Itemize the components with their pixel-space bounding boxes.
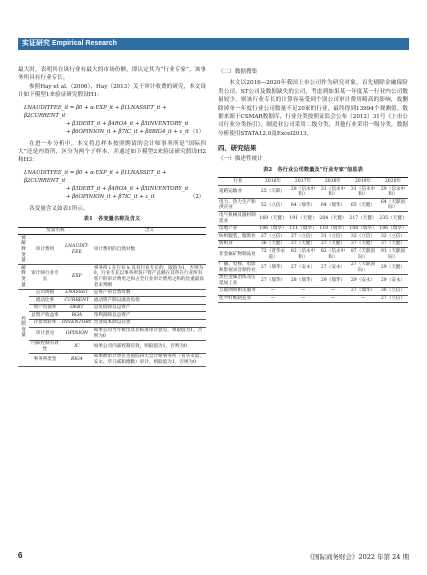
table-row: [218, 274, 408, 287]
table-cell: 87（天职国际）: [348, 248, 378, 261]
table-cell: 28（瑞华）: [288, 274, 318, 287]
table-cell: 36（天健）: [258, 240, 288, 248]
table-cell: 29（安永）: [348, 274, 378, 287]
industry-cell: 房地产业: [218, 225, 258, 233]
table-cell: 29（天健）: [378, 261, 408, 274]
variable-name: 内部控制有效性: [29, 340, 61, 353]
table-cell: 110（瑞华）: [319, 226, 347, 232]
table-cell: 27（安永）: [318, 261, 348, 274]
table-cell: 32（立信）: [348, 233, 378, 241]
table-cell: 29（瑞华）: [318, 274, 348, 287]
table-row: [218, 233, 408, 241]
page-number: 6: [18, 551, 23, 560]
variable-name: 审计费用: [29, 235, 61, 265]
variable-symbol: OPINION: [61, 327, 93, 340]
subsection-title: （一）描述性统计: [218, 155, 263, 162]
variable-symbol: BIG4: [61, 353, 93, 366]
table-row: [18, 327, 206, 340]
variable-symbol: IC: [61, 340, 93, 353]
table-cell: 25（天职）: [258, 186, 288, 199]
table-row: [218, 248, 408, 261]
industry-table: [218, 177, 408, 303]
variable-name: 存货周转率: [29, 319, 61, 327]
right-column: [218, 66, 408, 303]
variable-name: 公司规模: [29, 289, 61, 297]
table-cell: 37（天健）: [318, 240, 348, 248]
variable-name: 审计师行业专长: [29, 265, 61, 289]
table-cell: —: [318, 287, 348, 295]
paragraph: 本文以2016—2020年我国上市公司作为研究对象，首先剔除金融保险类公司、ST公司及数据缺失的公司，考虑到如果某一年度某一行业内公司数量较少，则该行业专长的计算容易受到个别公司审计费用畸高的影响，故删除掉单一年度行业公司数量不足20家的行业，最终得到13994个观测值。数据来源于CSMAR数据库，行业分类按照证监会公布（2012）31号《上市公司行业分类指引》，制造业公司采用二级分类，其他行业采用一级分类。数据分析使用STATA12.0及Excel2013。: [218, 80, 408, 137]
variable-description: 如果被审计单位为国际四大会计师事务所（普华永道、安永、毕马威和德勤）审计，则取值为1，否则为0: [93, 353, 206, 366]
table-cell: 217（天健）: [348, 212, 378, 225]
formula-text: + β6OPINION_it + β7IC_it + β8BIG4_it + ε_it: [66, 128, 189, 135]
table-cell: 64（天职国际）: [378, 199, 408, 212]
formula-2: [24, 169, 206, 201]
formula-line: + β3DEBT_it + β4ROA_it + β5INVENTORY_it: [66, 185, 189, 192]
table-cell: 82（信永中和）: [318, 248, 348, 261]
section-label: 实证研究 Empirical Research: [22, 40, 117, 47]
table-cell: 30（立信）: [378, 287, 408, 295]
formula-1: [24, 104, 206, 136]
industry-cell: 道路运输业: [218, 186, 258, 199]
table-row: [218, 240, 408, 248]
table-cell: 64（瑞华）: [318, 199, 348, 212]
industry-cell: 黑色金属冶炼及压延加工业: [218, 274, 258, 287]
journal-name: 《国际商务财会》2022 年第 24 期: [306, 553, 409, 561]
subsection-title: （二）数据搜集: [218, 69, 258, 75]
variable-description: 流动资产除以流动负债: [93, 297, 206, 305]
variable-description: 营业成本除以存货: [93, 319, 206, 327]
table-row: [18, 235, 206, 265]
table-row: [18, 319, 206, 327]
section-header-bar: [18, 38, 409, 50]
formula-number: （2）: [190, 193, 204, 200]
industry-cell: 化学纤维制造业: [218, 295, 258, 303]
variable-symbol: INVENTORY: [62, 320, 92, 326]
table-row: [18, 265, 206, 289]
table-header: 2017年: [288, 178, 318, 186]
table-cell: 29（信永中和）: [378, 186, 408, 199]
table-row: [18, 340, 206, 353]
formula-line: LNAUDITFEE_it = β0 + α·EXP_it + β1LNASSET_it + β2CURRENT_it: [24, 104, 167, 119]
table-row: [18, 304, 206, 312]
table-row: [18, 353, 206, 366]
table-cell: 91（天职国际）: [378, 248, 408, 261]
industry-cell: 互联网和相关服务: [218, 287, 258, 295]
table-cell: 108（瑞华）: [349, 226, 377, 232]
table-cell: 27（瑞华）: [348, 287, 378, 295]
table-cell: 204（天健）: [318, 212, 348, 225]
table-row: [218, 212, 408, 225]
table-cell: 27（立信）: [258, 233, 288, 241]
table-row: [218, 199, 408, 212]
variable-description: 如果公司内部控制有效，则取值为1，否则为0: [93, 340, 206, 353]
table-cell: 72（普华永道）: [258, 248, 288, 261]
variable-name: 总资产收益率: [29, 312, 61, 320]
variable-symbol: DEBT: [61, 304, 93, 312]
variable-symbol: CURRENT: [61, 297, 93, 305]
formula-line: [24, 128, 206, 136]
table-cell: 27（瑞华）: [258, 261, 288, 274]
industry-cell: 广播、电视、电影和影视录音制作业: [218, 261, 258, 274]
variable-description: 如果公司当年被出具非标准审计意见，则取值为1，否则为0: [93, 327, 206, 340]
table-cell: 27（瑞华）: [258, 274, 288, 287]
table-header: 2019年: [348, 178, 378, 186]
table-cell: 32（立信）: [378, 233, 408, 241]
variable-description: 总资产的自然对数: [93, 289, 206, 297]
formula-line: [24, 193, 206, 201]
section-title: 四、研究结果: [218, 144, 257, 153]
table-cell: 82（信永中和）: [288, 248, 318, 261]
table-cell: 37（天健）: [378, 240, 408, 248]
table-row: [18, 312, 206, 320]
variable-description: 事务所 i 在行业 k 具有行业专长的，取值为1，否则为0，行业专长以事务所客户资产总额在其所在行业所有客户的审计费用之和占全行业审计费用之和的比重最高者来判断: [93, 265, 206, 289]
table-cell: 29（安永）: [378, 274, 408, 287]
variable-symbol: LNASSET: [61, 289, 93, 297]
table-header: 行业: [218, 178, 258, 186]
table-cell: 111（瑞华）: [289, 226, 317, 232]
table-cell: 64（瑞华）: [288, 199, 318, 212]
industry-cell: 纺织业: [218, 240, 258, 248]
table-header: 含义: [93, 227, 206, 235]
industry-cell: 非金属矿物制品业: [218, 248, 258, 261]
table-header: 2020年: [378, 178, 408, 186]
table-cell: 28（信永中和）: [288, 186, 318, 199]
table-cell: 52（立信）: [258, 199, 288, 212]
variable-table: [18, 227, 206, 367]
table-cell: 106（瑞华）: [259, 226, 287, 232]
table-cell: 27（立信）: [288, 233, 318, 241]
variable-name: 资产负债率: [29, 304, 61, 312]
table-cell: 65（天健）: [348, 199, 378, 212]
paragraph: 最大时，表明其在该行业有最大的市场份额，即认定其为“行业专家”，该事务所具有行业专长。: [18, 67, 206, 82]
table-cell: —: [348, 295, 378, 303]
table-row: [18, 289, 206, 297]
table-cell: 37（天健）: [348, 240, 378, 248]
table-cell: —: [258, 287, 288, 295]
table-row: [218, 225, 408, 233]
table-cell: 31（立信）: [318, 233, 348, 241]
table-row: [218, 261, 408, 274]
paragraph: 参照Hay et al.（2006）、Hay（2013）关于审计收费的研究，本文设计如下模型1来验证研究假设H1：: [18, 83, 206, 99]
table-row: [218, 295, 408, 303]
variable-description: 净利润除以总资产: [93, 312, 206, 320]
table-cell: 27（立信）: [378, 295, 408, 303]
table-cell: —: [288, 287, 318, 295]
formula-line: LNAUDITFEE_it = β0 + α·EXP_it + β1LNASSET_it + β2CURRENT_it: [24, 169, 167, 184]
table-caption: 表1 各变量名称及含义: [83, 216, 141, 223]
table-header: 变量名称: [18, 227, 93, 235]
table-cell: —: [288, 295, 318, 303]
variable-symbol: ROA: [61, 312, 93, 320]
table-cell: 191（天健）: [288, 212, 318, 225]
table-cell: 31（信永中和）: [348, 186, 378, 199]
table-cell: 37（天健）: [288, 240, 318, 248]
table-row: [18, 297, 206, 305]
variable-group: 控制变量: [18, 289, 29, 367]
industry-cell: 电力、热力生产和供应业: [218, 199, 258, 212]
left-column: [18, 66, 206, 367]
variable-name: 事务所类型: [29, 353, 61, 366]
table-cell: 169（天健）: [258, 212, 288, 225]
table-cell: —: [318, 295, 348, 303]
paragraph: 在进一步分析中，本文将总样本按照聘请的会计师事务所是“国际四大”还是内资所，区分为两个子样本，并通过如下模型2来验证研究假设H2和H3：: [18, 140, 206, 164]
table-caption: 表2 各行业公司数量及“行业专家”信息表: [263, 167, 363, 174]
variable-symbol: LNAUDIT-FEE: [61, 235, 93, 265]
variable-group: 解释变量: [18, 265, 29, 289]
variable-description: 审计费用的自然对数: [93, 235, 206, 265]
industry-cell: 电气机械及器材制造业: [218, 212, 258, 225]
table-cell: —: [258, 295, 288, 303]
table-header: 2018年: [318, 178, 348, 186]
table-cell: 27（天职国际）: [348, 261, 378, 274]
table-cell: 106（瑞华）: [379, 226, 407, 232]
variable-description: 总负债除以总资产: [93, 304, 206, 312]
variable-name: 审计意见: [29, 327, 61, 340]
table-header: 2016年: [258, 178, 288, 186]
variable-name: 流动比率: [29, 297, 61, 305]
paragraph: 各变量含义如表1所示。: [29, 205, 89, 212]
variable-group: 被解释变量: [18, 235, 29, 265]
table-cell: 235（天健）: [378, 212, 408, 225]
formula-number: （1）: [190, 128, 204, 135]
formula-line: + β3DEBT_it + β4ROA_it + β5INVENTORY_it: [66, 120, 189, 127]
table-cell: 27（安永）: [288, 261, 318, 274]
table-row: [218, 186, 408, 199]
table-row: [218, 287, 408, 295]
industry-cell: 纺织服装、服饰业: [218, 233, 258, 241]
formula-text: + β6OPINION_it + β7IC_it + ε_it: [66, 193, 155, 200]
variable-symbol: EXP: [61, 265, 93, 289]
table-cell: 31（信永中和）: [318, 186, 348, 199]
